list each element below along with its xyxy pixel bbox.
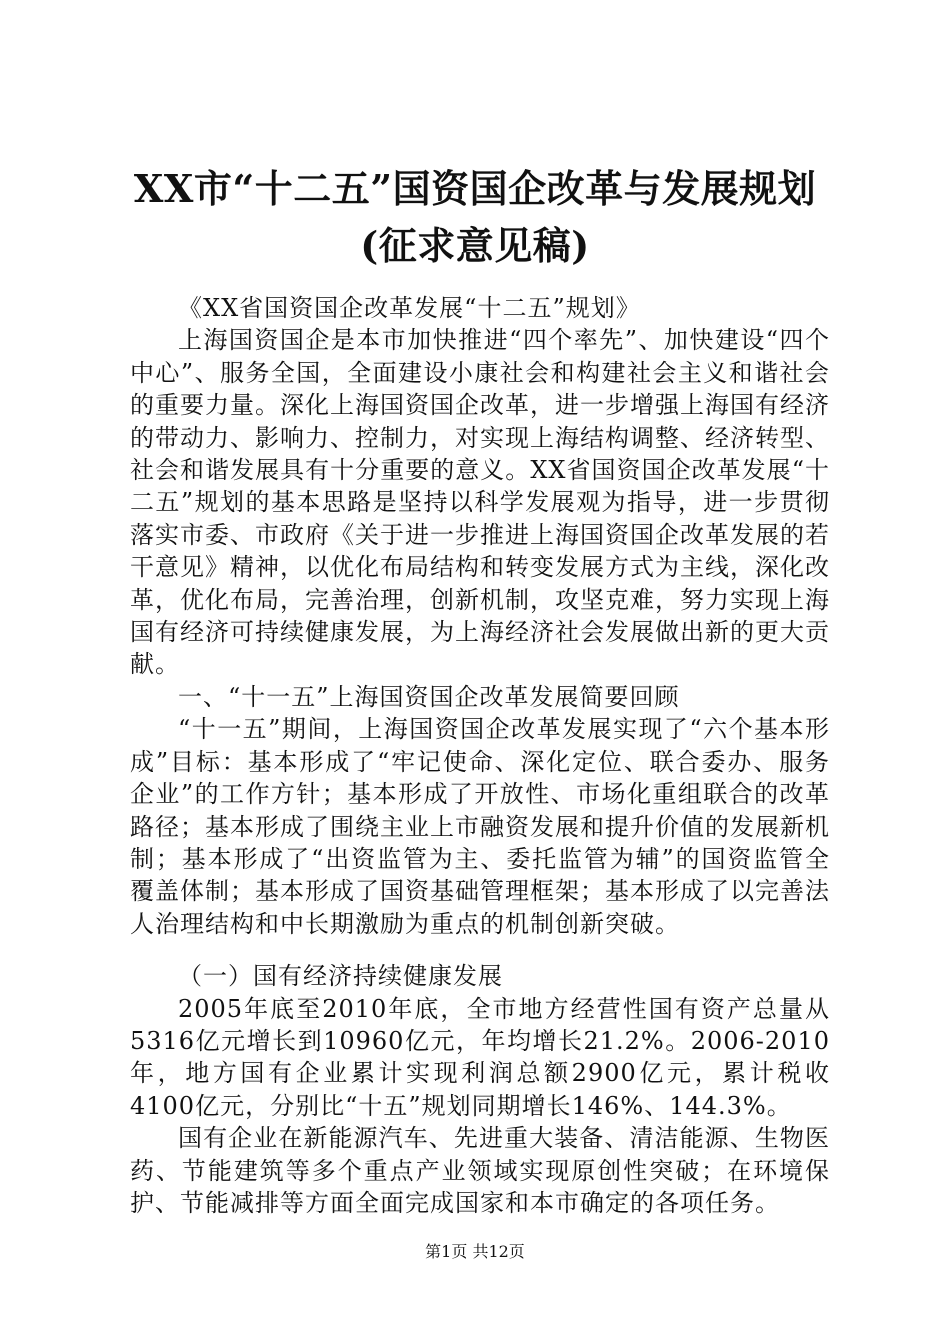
subsection-heading-economy: （一）国有经济持续健康发展 (178, 962, 503, 991)
document-body (130, 292, 830, 1219)
section-heading-review: 一、“十一五”上海国资国企改革发展简要回顾 (178, 682, 680, 711)
review-paragraph: “十一五”期间，上海国资国企改革发展实现了“六个基本形成”目标：基本形成了“牢记使命、深化定位、联合委办、服务企业”的工作方针；基本形成了开放性、市场化重组联合的改革路径；基本形成了围绕主业上市融资发展和提升价值的发展新机制；基本形成了“出资监管为主、委托监管为辅”的国资监管全覆盖体制；基本形成了国资基础管理框架；基本形成了以完善法人治理结构和中长期激励为重点的机制创新突破。 (130, 715, 830, 938)
page-number-footer: 第1页 共12页 (425, 1242, 525, 1261)
statistics-paragraph: 2005年底至2010年底，全市地方经营性国有资产总量从5316亿元增长到10960亿元，年均增长21.2%。2006-2010年，地方国有企业累计实现利润总额2900亿元，累计税收4100亿元，分别比“十五”规划同期增长146%、144.3%。 (130, 994, 830, 1120)
intro-paragraph: 上海国资国企是本市加快推进“四个率先”、加快建设“四个中心”、服务全国，全面建设小康社会和构建社会主义和谐社会的重要力量。深化上海国资国企改革，进一步增强上海国有经济的带动力、影响力、控制力，对实现上海结构调整、经济转型、社会和谐发展具有十分重要的意义。XX省国资国企改革发展“十二五”规划的基本思路是坚持以科学发展观为指导，进一步贯彻落实市委、市政府《关于进一步推进上海国资国企改革发展的若干意见》精神，以优化布局结构和转变发展方式为主线，深化改革，优化布局，完善治理，创新机制，攻坚克难，努力实现上海国有经济可持续健康发展，为上海经济社会发展做出新的更大贡献。 (130, 326, 830, 679)
plan-reference: 《XX省国资国企改革发展“十二五”规划》 (178, 294, 641, 322)
industry-paragraph: 国有企业在新能源汽车、先进重大装备、清洁能源、生物医药、节能建筑等多个重点产业领域实现原创性突破；在环境保护、节能减排等方面全面完成国家和本市确定的各项任务。 (130, 1124, 830, 1217)
document-title: XX市“十二五”国资国企改革与发展规划(征求意见稿) (133, 166, 817, 268)
